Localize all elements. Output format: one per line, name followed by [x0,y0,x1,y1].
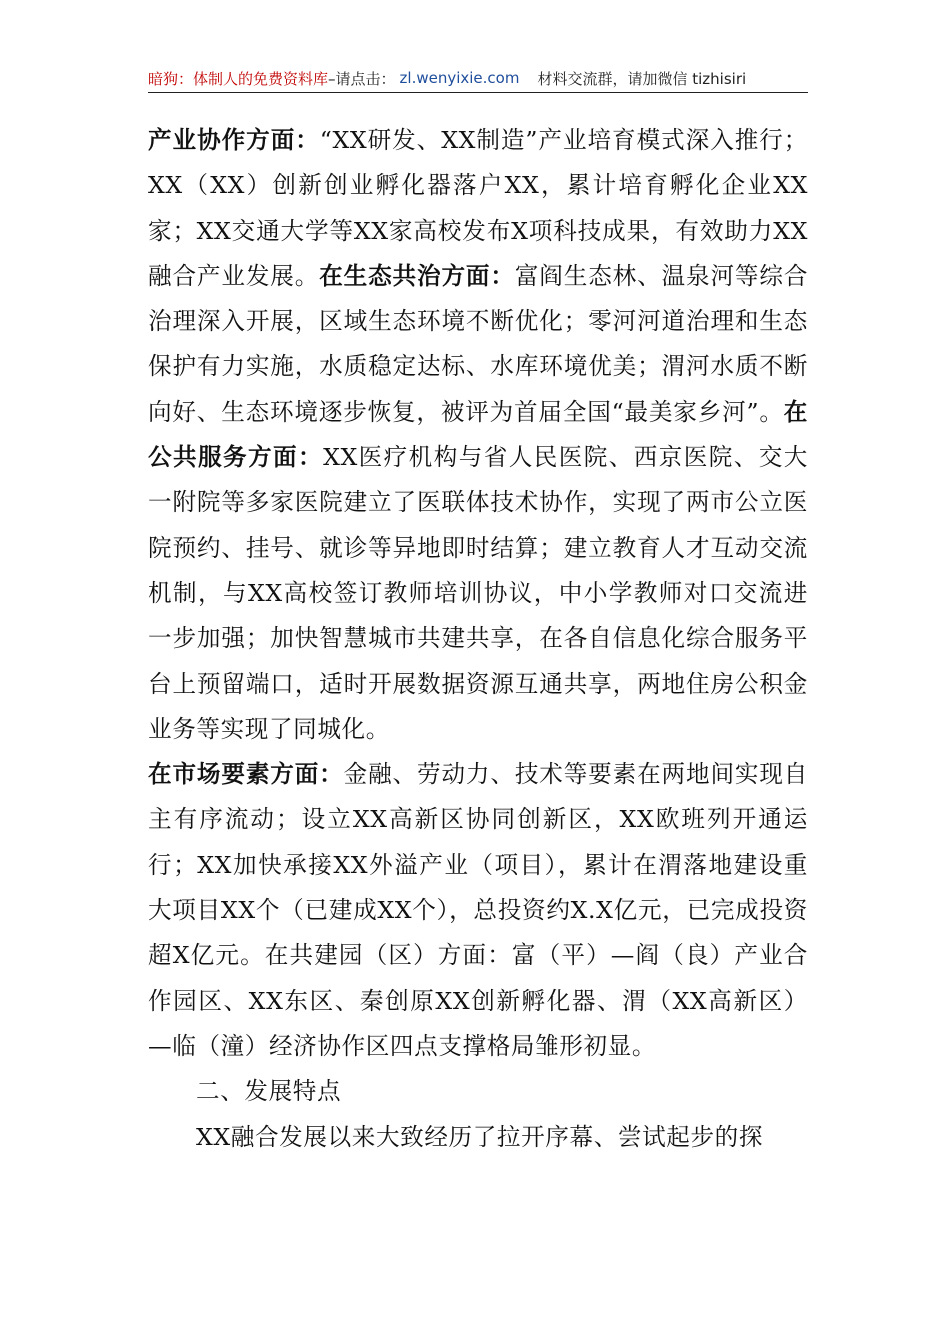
section-lead-industry: 产业协作方面： [148,126,320,154]
section-heading: 二、发展特点 [196,1077,342,1106]
paragraph-text: 金融、劳动力、技术等要素在两地间实现自主有序流动；设立XX高新区协同创新区，XX欧班列开通运行；XX加快承接XX外溢产业（项目），累计在渭落地建设重大项目XX个（已建成XX个），总投资约X.X亿元，已完成投资超X亿元。在共建园（区）方面：富（平）—阎（良）产业合作园区、XX东区、秦创原XX创新孵化器、渭（XX高新区）—临（潼）经济协作区四点支撑格局雏形初显。 [148,760,808,1060]
section-lead-public-service: 在公共服务方面： [148,397,808,472]
page-header [148,64,808,93]
paragraph-text: “XX研发、XX制造”产业培育模式深入推行；XX（XX）创新创业孵化器落户XX，累计培育孵化企业XX家；XX交通大学等XX家高校发布X项科技成果，有效助力XX融合产业发展。 [148,126,809,290]
header-contact: 材料交流群，请加微信 tizhisiri [537,69,747,88]
section-lead-market: 在市场要素方面： [148,760,344,789]
paragraph-text: XX医疗机构与省人民医院、西京医院、交大一附院等多家医院建立了医联体技术协作，实现了两市公立医院预约、挂号、就诊等异地即时结算；建立教育人才互动交流机制，与XX高校签订教师培训协议，中小学教师对口交流进一步加强；加快智慧城市共建共享，在各自信息化综合服务平台上预留端口，适时开展数据资源互通共享，两地住房公积金业务等实现了同城化。 [148,443,809,743]
paragraph-text: 富阎生态林、温泉河等综合治理深入开展，区域生态环境不断优化；零河河道治理和生态保护有力实施，水质稳定达标、水库环境优美；渭河水质不断向好、生态环境逐步恢复，被评为首届全国“最美家乡河”。 [148,261,809,426]
paragraph-1 [148,118,808,752]
header-brand: 暗狗：体制人的免费资料库 [148,69,329,88]
header-link[interactable]: zl.wenyixie.com [399,69,520,87]
header-separator: –请点击： [328,69,396,88]
paragraph-3: XX融合发展以来大致经历了拉开序幕、尝试起步的探 [196,1122,764,1151]
document-body [148,118,808,1160]
section-lead-ecology: 在生态共治方面： [319,261,515,290]
paragraph-2 [148,752,808,1069]
